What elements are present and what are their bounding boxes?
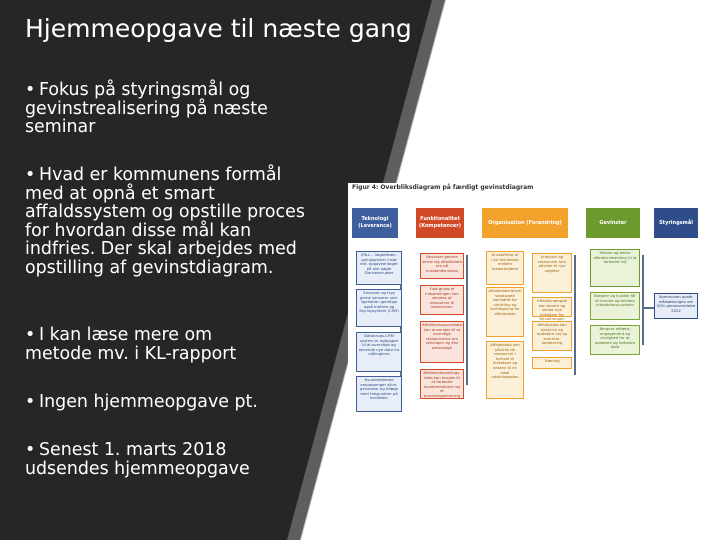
- connector-line: [574, 255, 576, 375]
- bullet-text: Ingen hjemmeopgave pt.: [39, 392, 258, 412]
- bullet-text: Senest 1. marts 2018 udsendes hjemmeopgave: [25, 440, 250, 479]
- organisation-box-5: Affaldsmængde kan ændre og sende nye indsatser for forvaltningen: [532, 297, 572, 317]
- benefit-box-2: Borgere og kunder får et mindre og enklere interaktions-system: [590, 292, 640, 320]
- header-organisation: Organisation (Forandring): [482, 208, 568, 238]
- bullet-item-4: [25, 393, 295, 412]
- technology-box-2: Sensorer og tryg gerne sensorer vedligeholde ugentlige også mellem og Styringsystem (CSM): [356, 289, 402, 327]
- benefit-box-1: Mindre og bedre affaldsindsamling til at forbedre vej: [590, 249, 640, 287]
- bullet-symbol: •: [25, 80, 36, 100]
- functionality-box-2: Fuld-gning af indsamlingen kan ændres af ressourcer til kommunen: [420, 285, 464, 315]
- technology-box-4: Nyudarbejdede ompassenger sikregenerator og tilføge med tidspunkter på kvaliteter: [356, 376, 402, 412]
- header-functionality: Funktionalitet (Kompetencer): [416, 208, 464, 238]
- benefit-box-3: Borgere adfærd, engagement og mulighed for at opdatere og forbedre data: [590, 325, 640, 355]
- goal-box-1: Kommunen opnår målsætningen om 50% genanvendelse 2022: [654, 293, 698, 319]
- bullet-text: Hvad er kommunens formål med at opnå et smart affaldssystem og opstille proces for hvordan disse mål kan indfries. Der skal arbejdes med opstilling af gevinstdiagram.: [25, 165, 305, 278]
- bullet-symbol: •: [25, 392, 36, 412]
- bullet-item-1: [25, 81, 295, 137]
- connector-line: [642, 255, 644, 345]
- bullet-item-3: [25, 326, 275, 363]
- bullet-item-5: [25, 441, 285, 478]
- organisation-box-3: Affaldsdata kan påvirke de ressourcer i forhold til indsatsen og dataen til en lokal udviklingsplan: [486, 341, 524, 399]
- bullet-item-2: [25, 166, 310, 277]
- connector-line: [644, 307, 654, 309]
- bullet-symbol: •: [25, 165, 36, 185]
- organisation-box-1: Anskaffelse af nye kernedata mellem medarbejdere: [486, 251, 524, 285]
- functionality-box-4: Affaldsindsamlingsdata kan bruges til at forbedre kunderelationer og et procesorganisering: [420, 369, 464, 399]
- organisation-box-6: Affaldsdata kan beskrive og opdatere vej og kvartaleopdatering: [532, 321, 572, 351]
- bullet-symbol: •: [25, 325, 36, 345]
- connector-line: [466, 255, 468, 385]
- functionality-box-1: Besvarer genere verne sig affaldsdata om på husstandsniveau: [420, 253, 464, 279]
- technology-box-1: ERLL – Vagtafhængningsplaner insat ent. opgaveentaget på alle nøgle Slankesen-øser: [356, 251, 402, 285]
- organisation-box-4: Analyser og ressourcer kan påvirke til nye udgifter: [532, 253, 572, 293]
- functionality-box-3: Affaldsressourcedata kan anvendes til at overvåge ressourcerne om retningen og den personlige: [420, 321, 464, 363]
- technology-box-3: Databrugs-CRM system er opbygget til at overvåge ag anvende nye data fra målingerne: [356, 332, 402, 372]
- diagram-caption: Figur 4: Overbliksdiagram på færdigt gevinstdiagram: [352, 184, 534, 191]
- bullet-text: I kan læse mere om metode mv. i KL-rapport: [25, 325, 237, 364]
- header-benefits: Gevinster: [586, 208, 640, 238]
- organisation-box-2: Affaldsdata bliver stadigvæk samkøret for udvikling og kortlægning for affaldsdata: [486, 287, 524, 337]
- header-technology: Teknologi (Leverance): [352, 208, 398, 238]
- slide-title: Hjemmeopgave til næste gang: [25, 14, 412, 43]
- benefits-diagram-image: [348, 183, 700, 438]
- header-goals: Styringsmål: [654, 208, 698, 238]
- organisation-box-training: Træning: [532, 357, 572, 369]
- bullet-symbol: •: [25, 440, 36, 460]
- bullet-text: Fokus på styringsmål og gevinstrealisering på næste seminar: [25, 80, 268, 137]
